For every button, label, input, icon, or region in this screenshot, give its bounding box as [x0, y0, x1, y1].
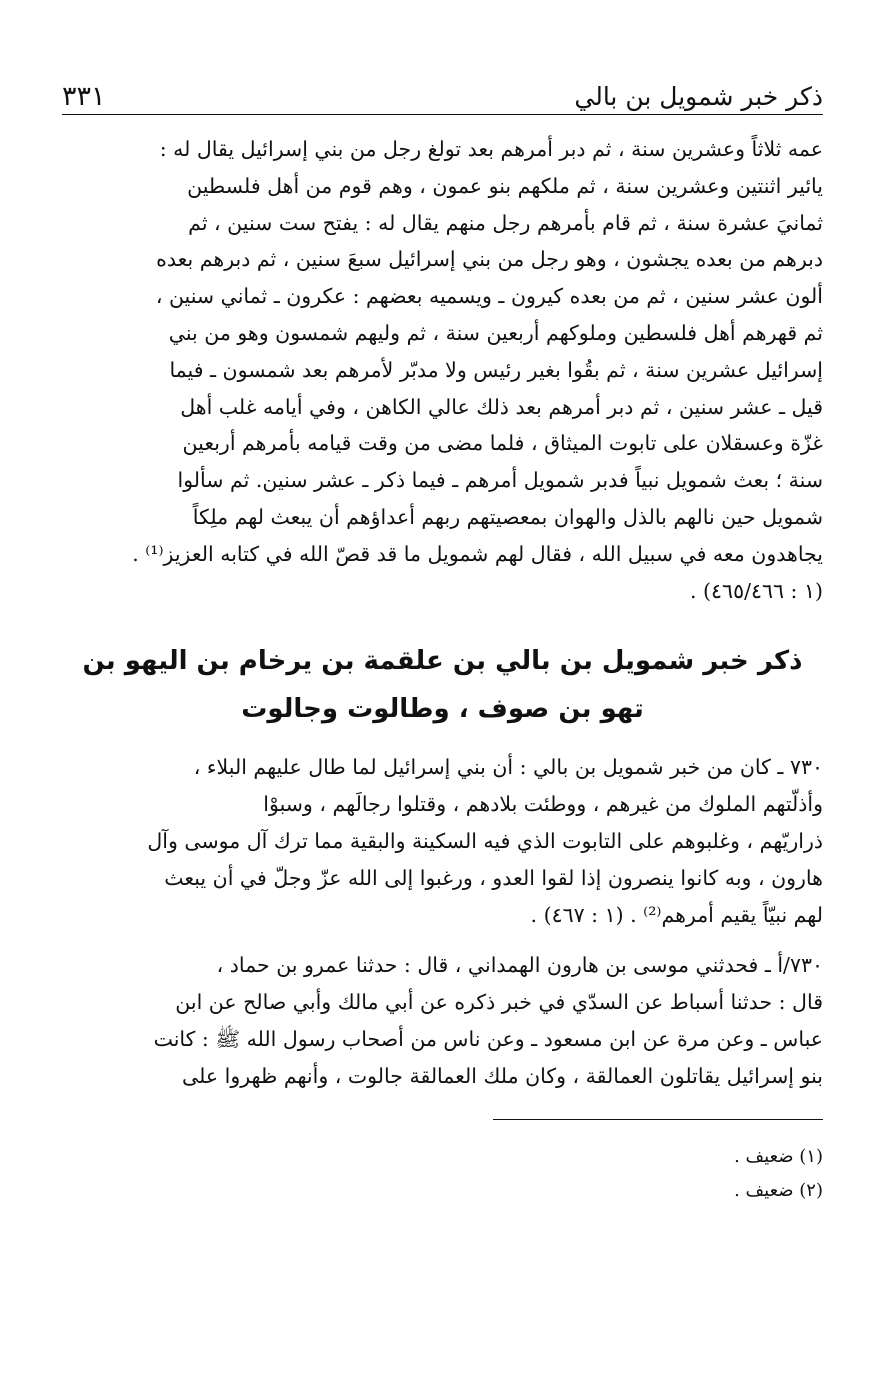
section-title-line: تهو بن صوف ، وطالوت وجالوت	[241, 694, 644, 725]
footnote-rule	[493, 1119, 823, 1120]
text-line: قال : حدثنا أسباط عن السدّي في خبر ذكره عن أبي مالك وأبي صالح عن ابن	[175, 990, 823, 1015]
paragraph-2	[62, 749, 823, 933]
running-title: ذكر خبر شمويل بن بالي	[574, 82, 823, 111]
footnotes	[62, 1140, 823, 1208]
paragraph-1	[62, 131, 823, 609]
text-line: بنو إسرائيل يقاتلون العمالقة ، وكان ملك العمالقة جالوت ، وأنهم ظهروا على	[182, 1063, 823, 1088]
text-line: إسرائيل عشرين سنة ، ثم بقُوا بغير رئيس ولا مدبّر لأمرهم بعد شمسون ـ فيما	[169, 357, 823, 382]
section-title-line: ذكر خبر شمويل بن بالي بن علقمة بن يرخام بن اليهو بن	[82, 646, 803, 677]
text-line: غزّة وعسقلان على تابوت الميثاق ، فلما مضى من وقت قيامه بأمرهم أربعين	[182, 431, 823, 456]
footnote-2: (٢) ضعيف .	[734, 1179, 823, 1201]
text-line: ثم قهرهم أهل فلسطين وملوكهم أربعين سنة ، ثم وليهم شمسون وهو من بني	[168, 320, 823, 345]
text-line: هارون ، وبه كانوا ينصرون إذا لقوا العدو ، ورغبوا إلى الله عزّ وجلّ في أن يبعث	[164, 865, 823, 890]
text-line: شمويل حين نالهم بالذل والهوان بمعصيتهم ربهم أعداؤهم أن يبعث لهم ملِكاً	[192, 504, 823, 529]
text-line: ذراريّهم ، وغلبوهم على التابوت الذي فيه السكينة والبقية مما ترك آل موسى وآل	[147, 828, 823, 853]
paragraph-gap	[62, 933, 823, 947]
paragraph-3	[62, 947, 823, 1094]
text-line: وأذلّتهم الملوك من غيرهم ، ووطئت بلادهم ، وقتلوا رجالَهم ، وسبوْا	[263, 792, 823, 817]
page-number: ٣٣١	[62, 81, 106, 112]
text-line: ٧٣٠ ـ كان من خبر شمويل بن بالي : أن بني إسرائيل لما طال عليهم البلاء ،	[193, 755, 823, 780]
text-line: قيل ـ عشر سنين ، ثم دبر أمرهم بعد ذلك عالي الكاهن ، وفي أيامه غلب أهل	[180, 394, 823, 419]
text-line: (١ : ٤٦٥/٤٦٦) .	[690, 578, 823, 603]
text-line: لهم نبيّاً يقيم أمرهم⁽²⁾ . (١ : ٤٦٧) .	[530, 902, 823, 927]
footnote-1: (١) ضعيف .	[734, 1145, 823, 1167]
book-page	[62, 72, 823, 1208]
text-line: يائير اثنتين وعشرين سنة ، ثم ملكهم بنو عمون ، وهم قوم من أهل فلسطين	[187, 173, 823, 198]
text-line: عمه ثلاثاً وعشرين سنة ، ثم دبر أمرهم بعد تولغ رجل من بني إسرائيل يقال له :	[159, 137, 823, 161]
section-title	[62, 637, 823, 733]
text-line: ثمانيَ عشرة سنة ، ثم قام بأمرهم رجل منهم يقال له : يفتح ست سنين ، ثم	[188, 210, 823, 235]
text-line: ألون عشر سنين ، ثم من بعده كيرون ـ ويسميه بعضهم : عكرون ـ ثماني سنين ،	[155, 284, 823, 309]
text-line: يجاهدون معه في سبيل الله ، فقال لهم شمويل ما قد قصّ الله في كتابه العزيز⁽¹⁾ .	[132, 541, 823, 566]
header-rule	[62, 114, 823, 115]
text-line: ٧٣٠/أ ـ فحدثني موسى بن هارون الهمداني ، قال : حدثنا عمرو بن حماد ،	[216, 953, 823, 978]
page-header	[62, 72, 823, 112]
text-line: دبرهم من بعده يجشون ، وهو رجل من بني إسرائيل سبعَ سنين ، ثم دبرهم بعده	[156, 247, 823, 272]
text-line: سنة ؛ بعث شمويل نبياً فدبر شمويل أمرهم ـ فيما ذكر ـ عشر سنين. ثم سألوا	[177, 468, 823, 493]
text-line: عباس ـ وعن مرة عن ابن مسعود ـ وعن ناس من أصحاب رسول الله ﷺ : كانت	[153, 1026, 823, 1051]
